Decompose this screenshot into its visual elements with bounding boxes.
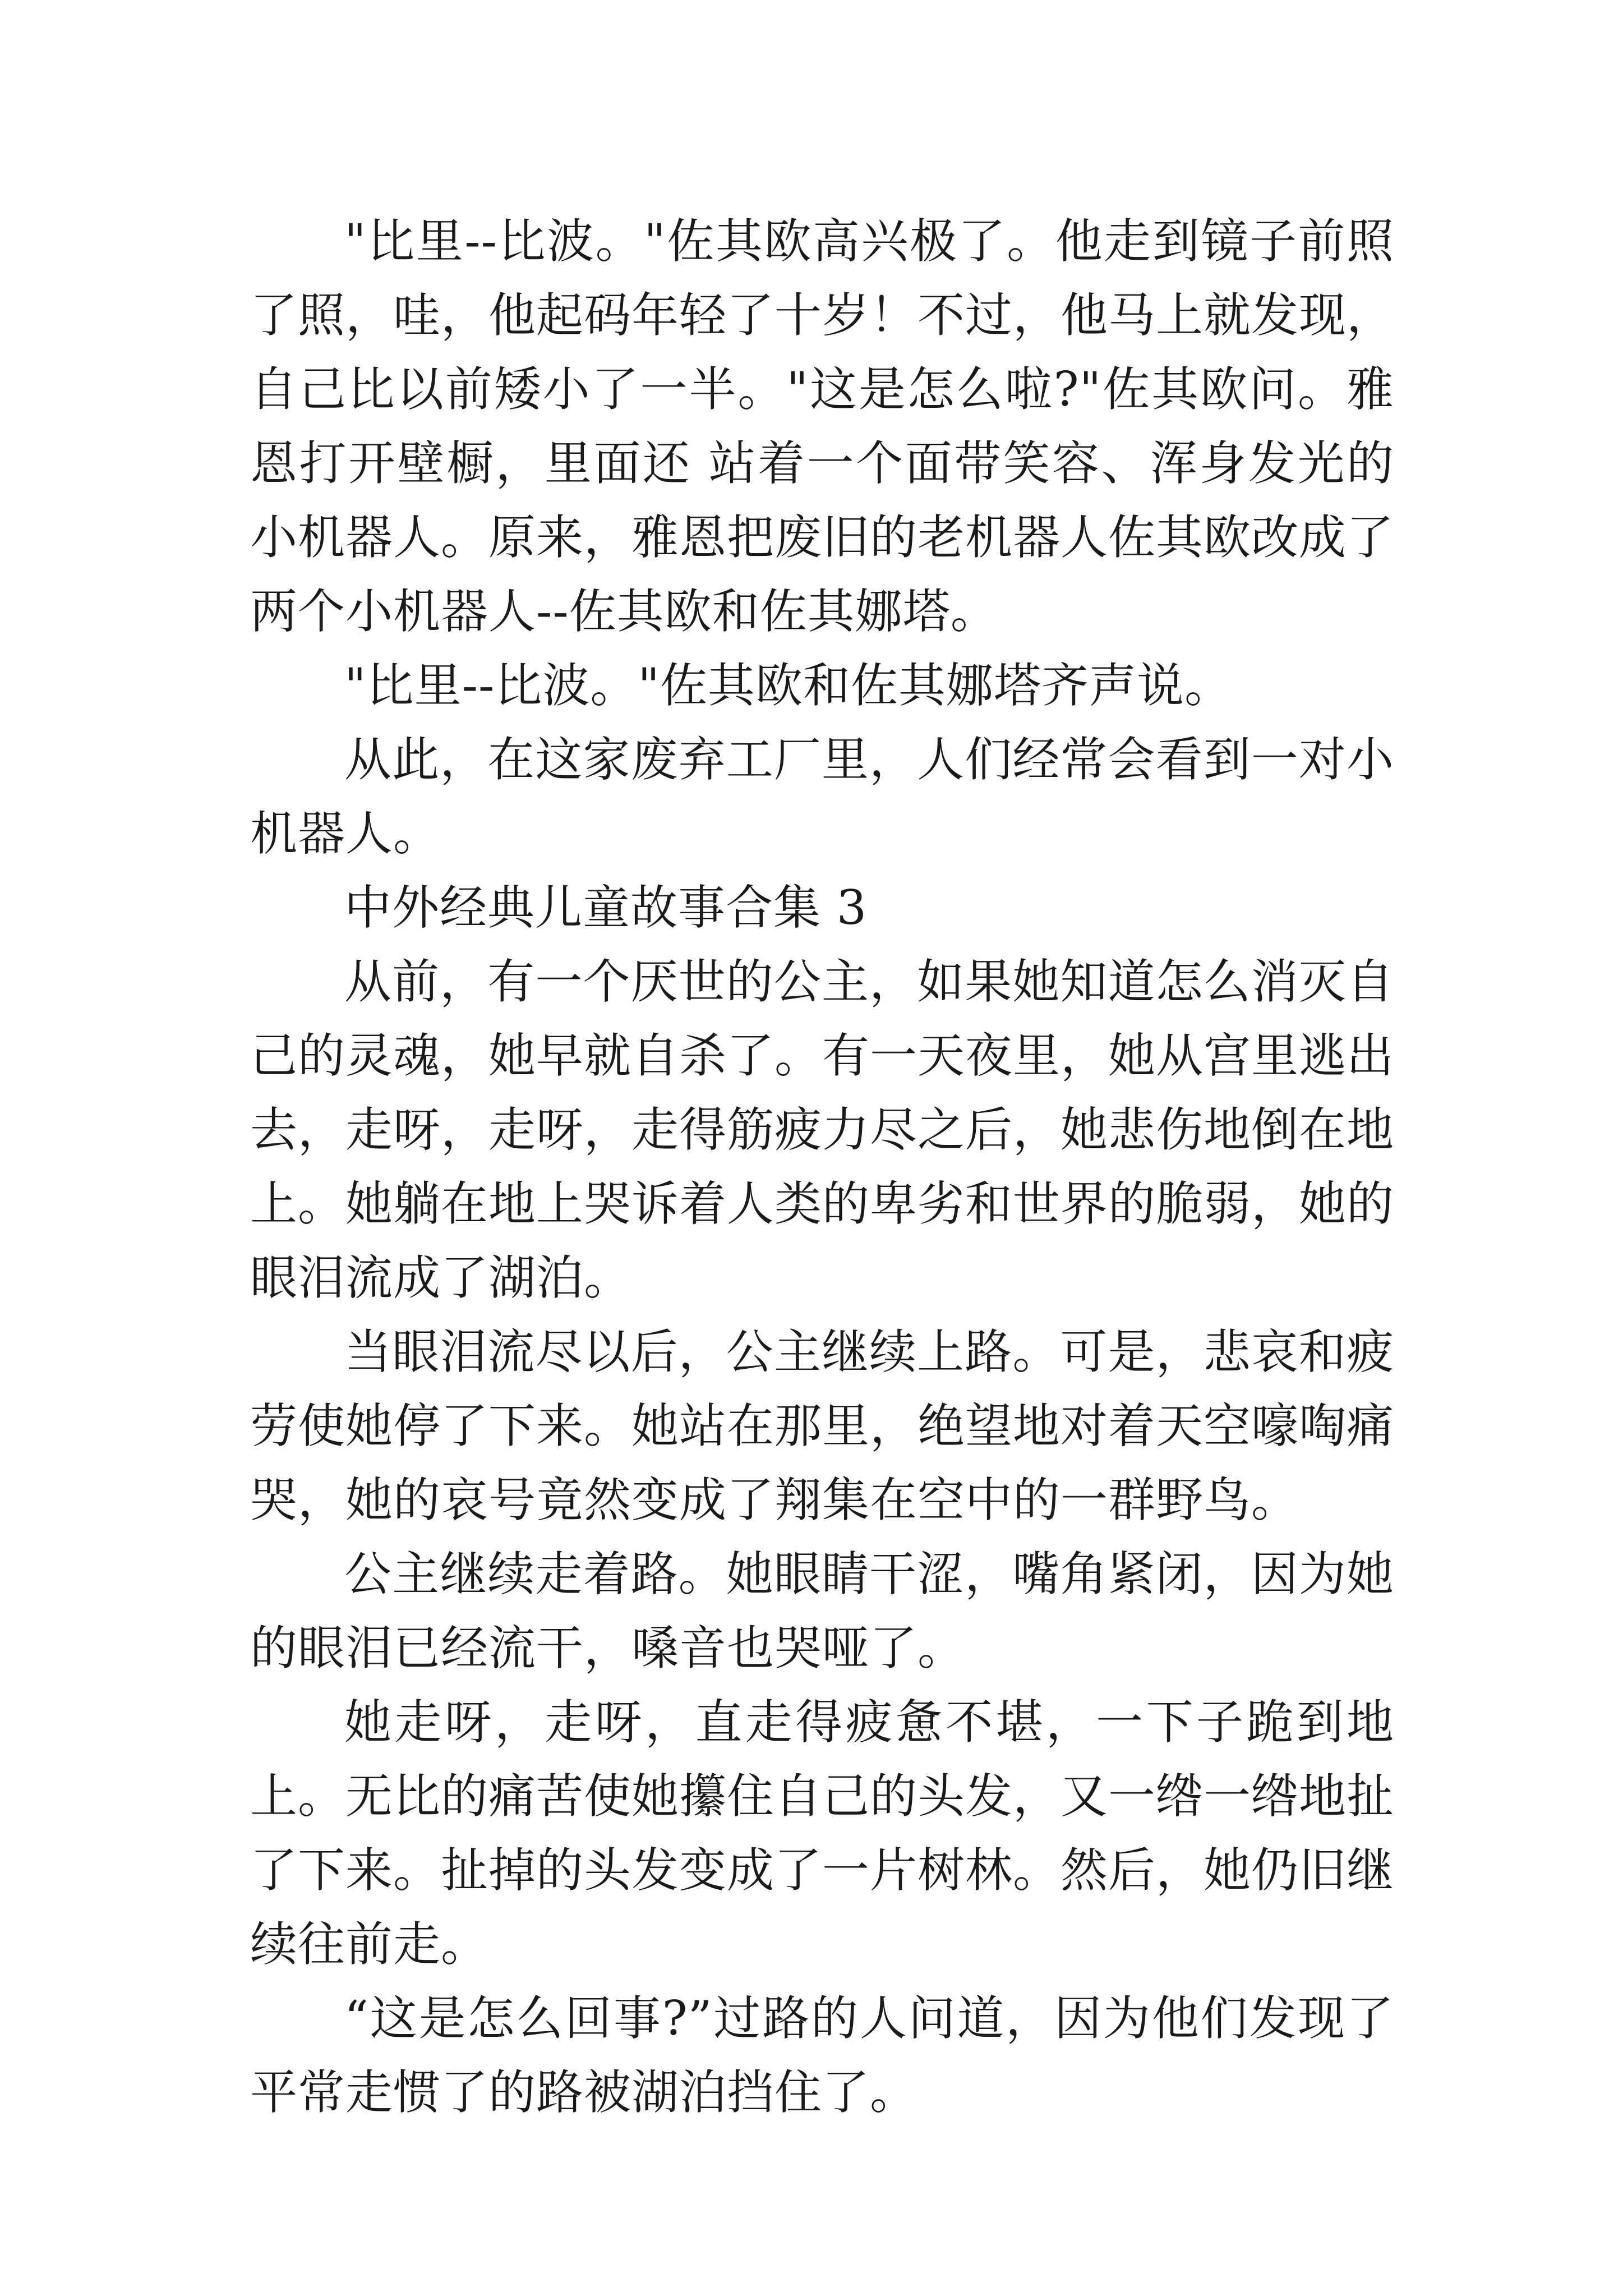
paragraph: 从此，在这家废弃工厂里，人们经常会看到一对小机器人。 <box>250 732 1394 861</box>
paragraph: “这是怎么回事?”过路的人问道，因为他们发现了平常走惯了的路被湖泊挡住了。 <box>250 1991 1394 2120</box>
document-body <box>250 204 1394 2129</box>
paragraph: "比里--比波。"佐其欧高兴极了。他走到镜子前照了照，哇，他起码年轻了十岁！不过，他马上就发现，自己比以前矮小了一半。"这是怎么啦?"佐其欧问。雅恩打开壁橱，里面还 站着一个面带笑容、浑身发光的小机器人。原来，雅恩把废旧的老机器人佐其欧改成了两个小机器人--佐其欧和佐其娜塔。 <box>250 214 1395 639</box>
paragraph: 当眼泪流尽以后，公主继续上路。可是，悲哀和疲劳使她停了下来。她站在那里，绝望地对着天空嚎啕痛哭，她的哀号竟然变成了翔集在空中的一群野鸟。 <box>250 1324 1395 1527</box>
paragraph: 公主继续走着路。她眼睛干涩，嘴角紧闭，因为她的眼泪已经流干，嗓音也哭哑了。 <box>250 1547 1394 1676</box>
section-heading: 中外经典儿童故事合集 3 <box>344 880 868 935</box>
paragraph: 她走呀，走呀，直走得疲惫不堪，一下子跪到地上。无比的痛苦使她攥住自己的头发，又一绺一绺地扯了下来。扯掉的头发变成了一片树林。然后，她仍旧继续往前走。 <box>250 1695 1395 1972</box>
paragraph: 从前，有一个厌世的公主，如果她知道怎么消灭自己的灵魂，她早就自杀了。有一天夜里，她从宫里逃出去，走呀，走呀，走得筋疲力尽之后，她悲伤地倒在地上。她躺在地上哭诉着人类的卑劣和世界的脆弱，她的眼泪流成了湖泊。 <box>250 954 1395 1305</box>
paragraph: "比里--比波。"佐其欧和佐其娜塔齐声说。 <box>344 658 1233 713</box>
